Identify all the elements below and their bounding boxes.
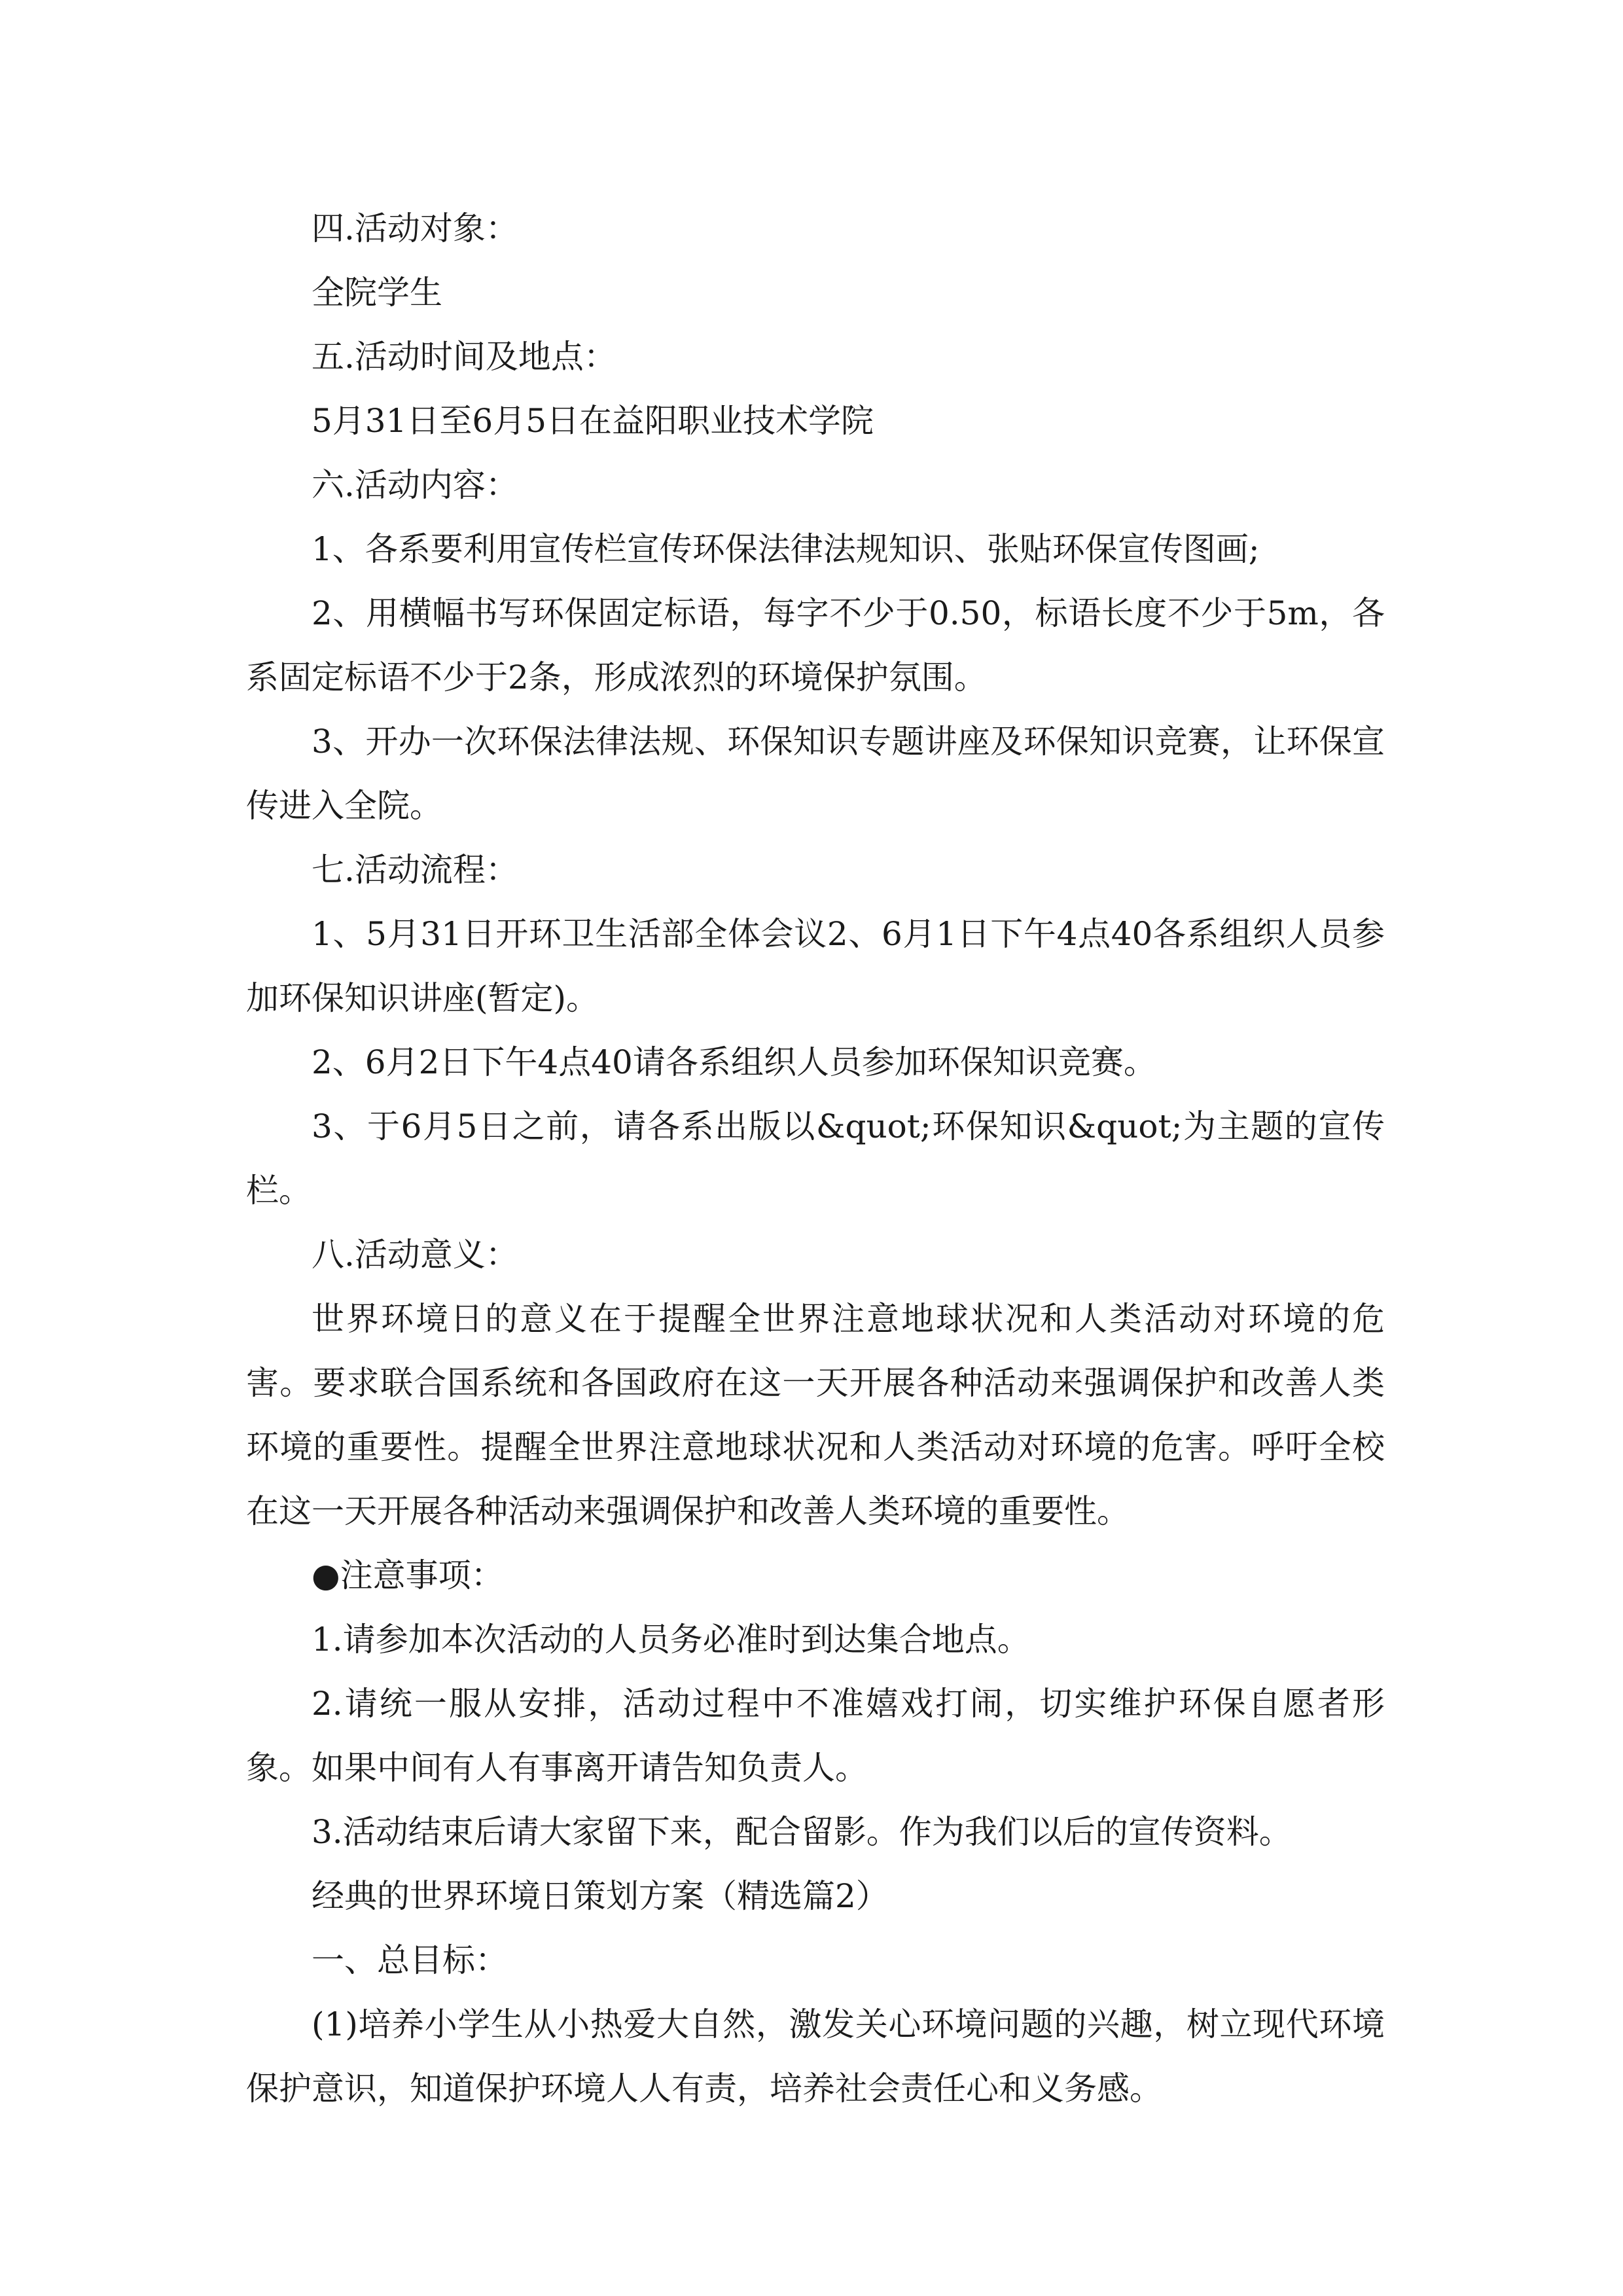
section-heading-overall-goal: 一、总目标： — [312, 1941, 508, 1979]
document-body — [246, 196, 1385, 2121]
section-heading-activity-target: 四.活动对象： — [312, 209, 518, 247]
paragraph-time-place: 5月31日至6月5日在益阳职业技术学院 — [312, 402, 874, 440]
paragraph-process-item-3: 3、于6月5日之前，请各系出版以&quot;环保知识&quot;为主题的宣传栏。 — [246, 1107, 1385, 1210]
paragraph-content-item-3: 3、开办一次环保法律法规、环保知识专题讲座及环保知识竞赛，让环保宣传进入全院。 — [246, 723, 1385, 825]
paragraph-process-item-1: 1、5月31日开环卫生活部全体会议2、6月1日下午4点40各系组织人员参加环保知识讲座(暂定)。 — [246, 915, 1385, 1017]
paragraph-note-2: 2.请统一服从安排，活动过程中不准嬉戏打闹，切实维护环保自愿者形象。如果中间有人有事离开请告知负责人。 — [246, 1685, 1385, 1787]
paragraph-process-item-2: 2、6月2日下午4点40请各系组织人员参加环保知识竞赛。 — [312, 1043, 1156, 1081]
paragraph-goal-1: (1)培养小学生从小热爱大自然，激发关心环境问题的兴趣，树立现代环境保护意识，知道保护环境人人有责，培养社会责任心和义务感。 — [246, 2005, 1385, 2108]
paragraph-target-audience: 全院学生 — [312, 274, 442, 312]
section-heading-activity-content: 六.活动内容： — [312, 466, 518, 504]
article-title-part-2: 经典的世界环境日策划方案（精选篇2） — [312, 1877, 889, 1915]
section-heading-notes: ●注意事项： — [312, 1556, 504, 1594]
paragraph-content-item-1: 1、各系要利用宣传栏宣传环保法律法规知识、张贴环保宣传图画; — [312, 530, 1260, 568]
paragraph-significance: 世界环境日的意义在于提醒全世界注意地球状况和人类活动对环境的危害。要求联合国系统和各国政府在这一天开展各种活动来强调保护和改善人类环境的重要性。提醒全世界注意地球状况和人类活动对环境的危害。呼吁全校在这一天开展各种活动来强调保护和改善人类环境的重要性。 — [246, 1300, 1385, 1530]
section-heading-activity-significance: 八.活动意义： — [312, 1236, 518, 1274]
section-heading-time-place: 五.活动时间及地点： — [312, 338, 616, 376]
section-heading-activity-process: 七.活动流程： — [312, 851, 518, 889]
paragraph-note-3: 3.活动结束后请大家留下来，配合留影。作为我们以后的宣传资料。 — [312, 1813, 1292, 1851]
paragraph-note-1: 1.请参加本次活动的人员务必准时到达集合地点。 — [312, 1621, 1030, 1659]
paragraph-content-item-2: 2、用横幅书写环保固定标语，每字不少于0.50，标语长度不少于5m，各系固定标语不少于2条，形成浓烈的环境保护氛围。 — [246, 594, 1385, 696]
